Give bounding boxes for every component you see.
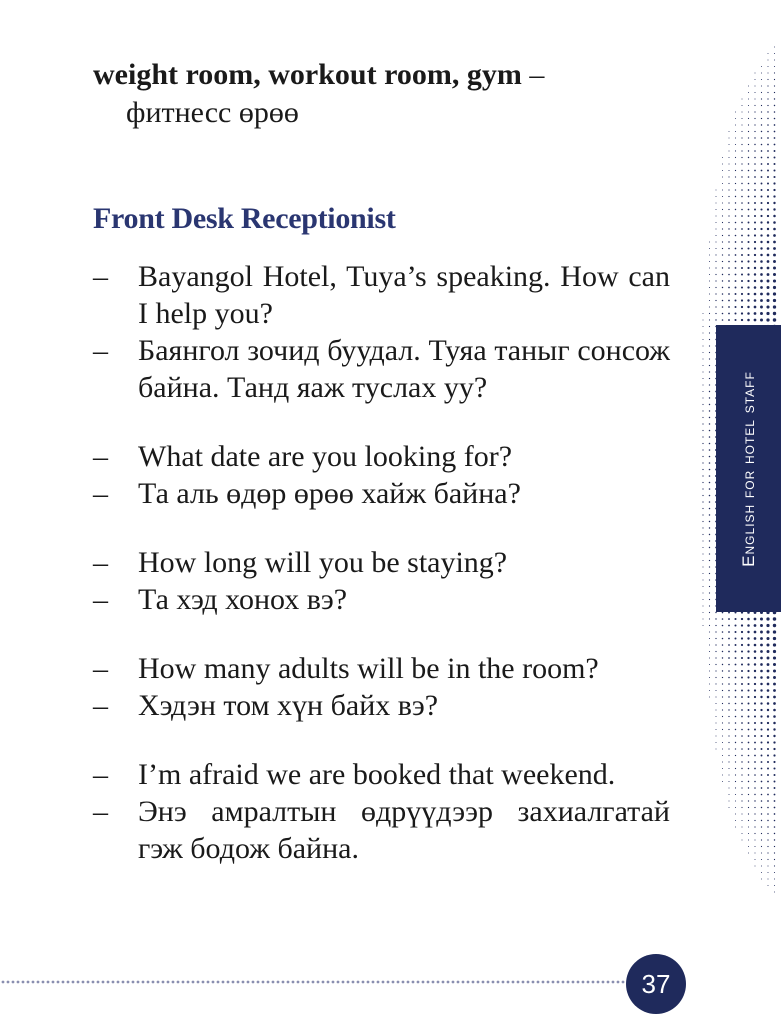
dialogue-line [93, 258, 670, 332]
term-separator: – [529, 58, 545, 91]
dialogue-line [93, 475, 670, 512]
dialogue-line [93, 438, 670, 475]
dialogue-dash: – [93, 334, 108, 367]
dialogue-line [93, 581, 670, 618]
page-content [93, 56, 670, 867]
term-mongolian: фитнесс өрөө [126, 96, 299, 129]
dialogue-group [93, 438, 670, 512]
dialogue-group [93, 756, 670, 867]
dialogue-line [93, 650, 670, 687]
dialogue-dash: – [93, 440, 108, 473]
dialogue-line [93, 332, 670, 406]
dialogue-line [93, 756, 670, 793]
dialogue-text: What date are you looking for? [138, 440, 513, 473]
term-english: weight room, workout room, gym [93, 58, 522, 91]
dialogue-dash: – [93, 758, 108, 791]
footer-dotted-line [0, 978, 630, 986]
dialogue-text: Энэ амралтын өдрүүдээр захиалгатай гэж бодож байна. [138, 795, 670, 865]
dialogue-dash: – [93, 689, 108, 722]
dialogue-line [93, 544, 670, 581]
side-tab [716, 325, 781, 612]
side-tab-label: English for hotel staff [738, 370, 758, 567]
dialogue-dash: – [93, 477, 108, 510]
dialogue-text: I’m afraid we are booked that weekend. [138, 758, 616, 791]
dialogue-dash: – [93, 546, 108, 579]
page-number: 37 [626, 954, 686, 1014]
dialogue-text: Bayangol Hotel, Tuya’s speaking. How can I help you? [138, 260, 670, 330]
dialogue-dash: – [93, 260, 108, 293]
dialogue-group [93, 650, 670, 724]
dialogue-text: How many adults will be in the room? [138, 652, 599, 685]
dialogue-group [93, 258, 670, 406]
vocab-term [93, 56, 670, 132]
dialogue-text: Та аль өдөр өрөө хайж байна? [138, 477, 521, 510]
dialogue-line [93, 793, 670, 867]
dialogue-text: Хэдэн том хүн байх вэ? [138, 689, 439, 722]
dialogue-line [93, 687, 670, 724]
dialogue-group [93, 544, 670, 618]
dialogue-text: Та хэд хонох вэ? [138, 583, 348, 616]
dialogue-dash: – [93, 652, 108, 685]
dialogue-text: Баянгол зочид буудал. Туяа таныг сонсож байна. Танд яаж туслах уу? [138, 334, 670, 404]
section-title: Front Desk Receptionist [93, 202, 396, 235]
dialogue-text: How long will you be staying? [138, 546, 508, 579]
dialogue-dash: – [93, 795, 108, 828]
dialogue [93, 258, 670, 867]
dialogue-dash: – [93, 583, 108, 616]
